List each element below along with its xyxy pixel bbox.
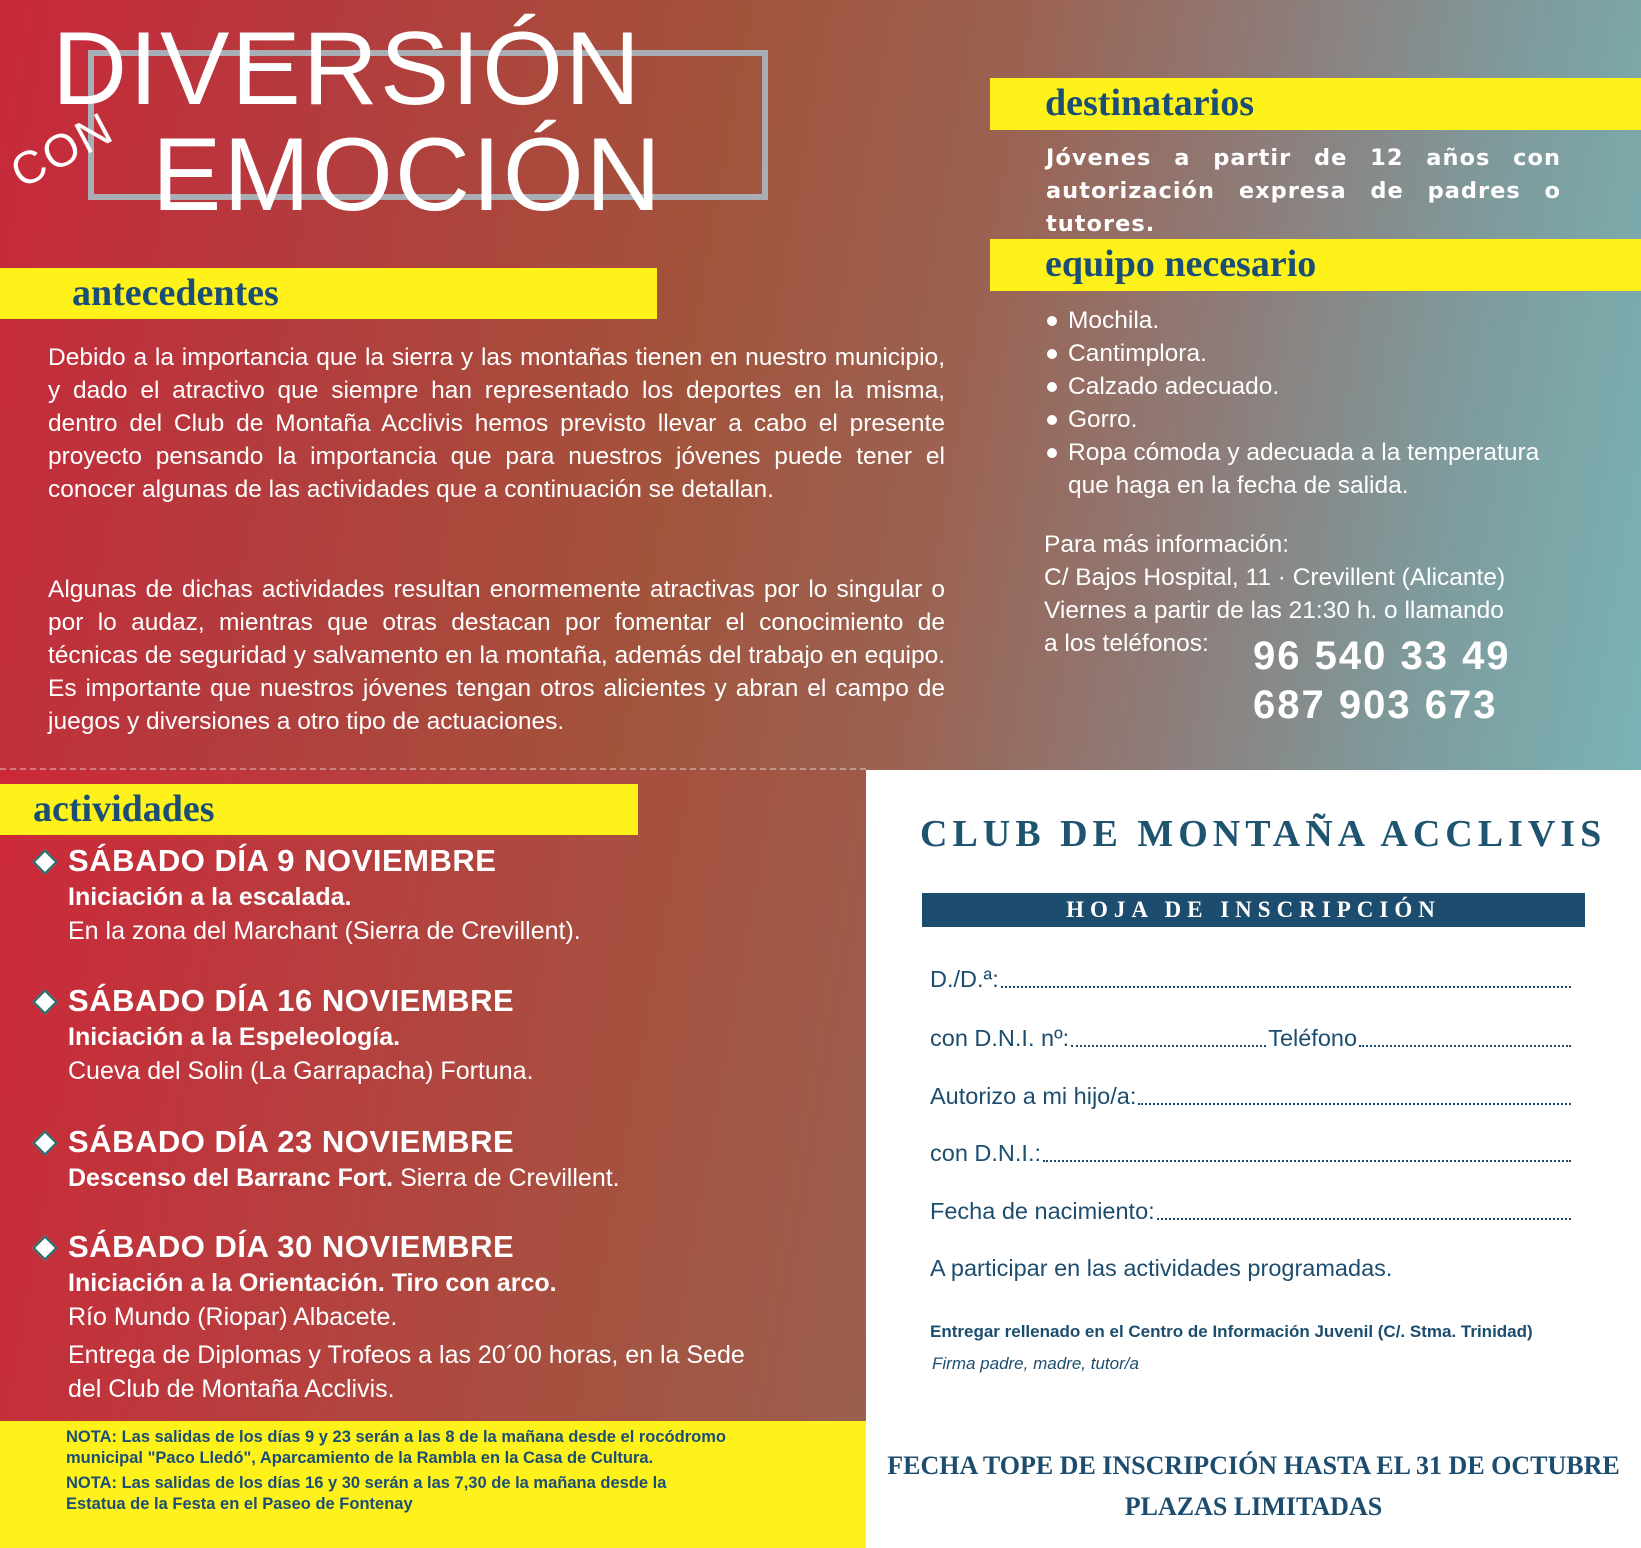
phone-field-line[interactable] [1359, 1044, 1571, 1047]
activity-date: SÁBADO DÍA 9 NOVIEMBRE [68, 843, 497, 878]
activity-date: SÁBADO DÍA 30 NOVIEMBRE [68, 1229, 515, 1264]
phone-number-2: 687 903 673 [1253, 683, 1498, 727]
child-dni-field-line[interactable] [1043, 1159, 1571, 1162]
dni-phone-row [930, 1023, 1573, 1053]
title-line-1: DIVERSIÓN [52, 11, 643, 127]
child-dni-field-label: con D.N.I.: [930, 1140, 1042, 1166]
club-name: CLUB DE MONTAÑA ACCLIVIS [920, 813, 1607, 855]
title-line-2: EMOCIÓN [152, 117, 663, 233]
note-1: NOTA: Las salidas de los días 9 y 23 serán a las 8 de la mañana desde el rocódromo municipal "Paco Lledó", Aparcamiento de la Rambla en la Casa de Cultura. [66, 1428, 726, 1467]
birth-date-field-label: Fecha de nacimiento: [930, 1198, 1155, 1224]
child-name-field-label: Autorizo a mi hijo/a: [930, 1083, 1137, 1109]
activity-item [28, 1228, 848, 1406]
diamond-bullet-icon [32, 989, 57, 1014]
name-field-label: D./D.ª: [930, 966, 999, 992]
activity-description: Descenso del Barranc Fort. [68, 1164, 394, 1192]
activity-description: Iniciación a la Espeleología. [68, 1023, 401, 1051]
activity-description-line [68, 1161, 848, 1195]
destinatarios-heading: destinatarios [990, 78, 1641, 130]
limited-places-text: PLAZAS LIMITADAS [1124, 1492, 1383, 1521]
activity-extra: Entrega de Diplomas y Trofeos a las 20´00 horas, en la Sede del Club de Montaña Acclivis. [68, 1341, 745, 1403]
child-name-field-line[interactable] [1138, 1102, 1571, 1105]
birth-date-field[interactable] [930, 1196, 1573, 1226]
phone-number-1: 96 540 33 49 [1253, 634, 1511, 678]
signature-label: Firma padre, madre, tutor/a [932, 1354, 1139, 1373]
activity-place: En la zona del Marchant (Sierra de Crevillent). [68, 917, 581, 945]
antecedentes-paragraph-2: Algunas de dichas actividades resultan enormemente atractivas por lo singular o por lo audaz, mientras que otras destacan por fomentar el conocimiento de técnicas de seguridad y salvamento en la montaña, además del trabajo en equipo. Es importante que nuestros jóvenes tengan otros alicientes y abran el campo de juegos y diversiones a otro tipo de actuaciones. [48, 576, 945, 735]
actividades-heading: actividades [0, 784, 638, 835]
info-hours: Viernes a partir de las 21:30 h. o llamando [1044, 597, 1504, 624]
info-line-1: Para más información: [1044, 531, 1290, 558]
equipo-item: Cantimplora. [1044, 337, 1584, 370]
dni-field-label: con D.N.I. nº: [930, 1025, 1070, 1051]
activity-place: Río Mundo (Riopar) Albacete. [68, 1303, 398, 1331]
title-connector: CON [1, 101, 122, 198]
birth-date-field-line[interactable] [1157, 1217, 1571, 1220]
diamond-bullet-icon [32, 1235, 57, 1260]
activity-place: Cueva del Solin (La Garrapacha) Fortuna. [68, 1057, 534, 1085]
equipo-list [1044, 304, 1584, 502]
activity-description: Iniciación a la Orientación. Tiro con arco. [68, 1269, 557, 1297]
antecedentes-heading: antecedentes [0, 268, 657, 319]
activity-item [28, 842, 848, 948]
info-phones-label: a los teléfonos: [1044, 630, 1209, 657]
phone-field-label: Teléfono [1268, 1025, 1358, 1051]
equipo-item: Mochila. [1044, 304, 1584, 337]
form-title-bar: HOJA DE INSCRIPCIÓN [922, 893, 1585, 927]
equipo-item: Ropa cómoda y adecuada a la temperatura que haga en la fecha de salida. [1044, 436, 1584, 502]
participate-text: A participar en las actividades programadas. [930, 1255, 1393, 1281]
child-dni-field[interactable] [930, 1138, 1573, 1168]
equipo-list-container [1044, 304, 1584, 502]
child-name-field[interactable] [930, 1081, 1573, 1111]
activity-item [28, 982, 848, 1088]
antecedentes-paragraph-1: Debido a la importancia que la sierra y las montañas tienen en nuestro municipio, y dado el atractivo que siempre han representado los deportes en la misma, dentro del Club de Montaña Acclivis hemos previsto llevar a cabo el presente proyecto pensando la importancia que para nuestros jóvenes puede tener el conocer algunas de las actividades que a continuación se detallan. [48, 344, 945, 503]
diamond-bullet-icon [32, 849, 57, 874]
dni-field-line[interactable] [1071, 1044, 1266, 1047]
name-field[interactable] [930, 964, 1573, 994]
equipo-item: Gorro. [1044, 403, 1584, 436]
destinatarios-text: Jóvenes a partir de 12 años con autorización expresa de padres o tutores. [1046, 145, 1561, 237]
activity-date: SÁBADO DÍA 16 NOVIEMBRE [68, 983, 515, 1018]
equipo-heading: equipo necesario [990, 239, 1641, 291]
info-address: C/ Bajos Hospital, 11 · Crevillent (Alicante) [1044, 564, 1506, 591]
activity-place: Sierra de Crevillent. [400, 1164, 620, 1192]
activity-date: SÁBADO DÍA 23 NOVIEMBRE [68, 1124, 515, 1159]
deadline-text: FECHA TOPE DE INSCRIPCIÓN HASTA EL 31 DE OCTUBRE [887, 1451, 1620, 1480]
delivery-instructions: Entregar rellenado en el Centro de Información Juvenil (C/. Stma. Trinidad) [930, 1322, 1533, 1341]
activity-description: Iniciación a la escalada. [68, 883, 352, 911]
equipo-item: Calzado adecuado. [1044, 370, 1584, 403]
note-2: NOTA: Las salidas de los días 16 y 30 serán a las 7,30 de la mañana desde la Estatua de la Festa en el Paseo de Fontenay [66, 1474, 667, 1513]
activity-item [28, 1123, 848, 1195]
fold-line [0, 768, 866, 770]
diamond-bullet-icon [32, 1130, 57, 1155]
notes-box [0, 1421, 866, 1548]
name-field-line[interactable] [1001, 985, 1571, 988]
